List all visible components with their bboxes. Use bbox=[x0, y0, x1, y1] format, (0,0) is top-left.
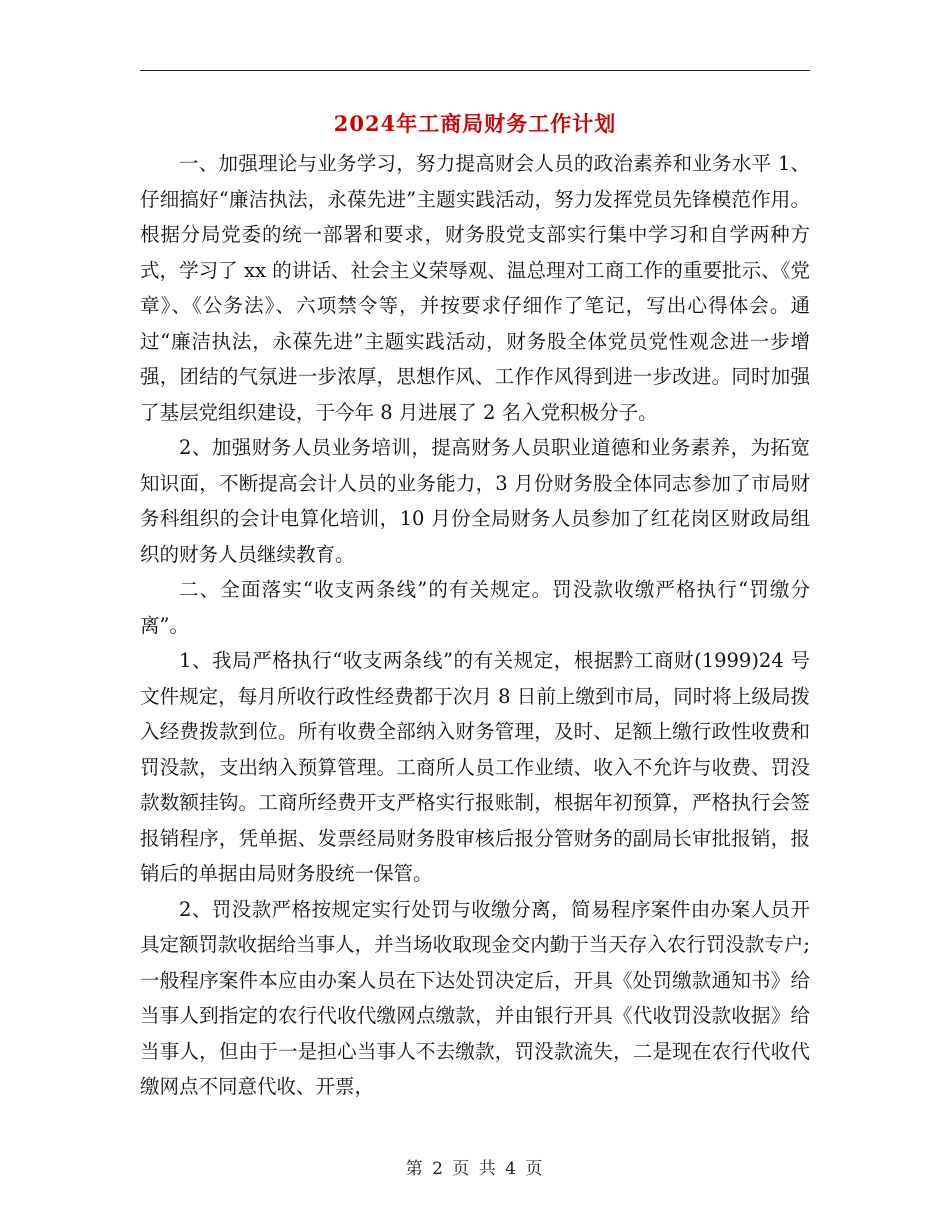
document-body bbox=[140, 146, 810, 1105]
paragraph-2: 2、加强财务人员业务培训，提高财务人员职业道德和业务素养，为拓宽知识面，不断提高会计人员的业务能力，3 月份财务股全体同志参加了市局财务科组织的会计电算化培训，10 月份全局财务人员参加了红花岗区财政局组织的财务人员继续教育。 bbox=[140, 436, 810, 566]
paragraph-5: 2、罚没款严格按规定实行处罚与收缴分离，简易程序案件由办案人员开具定额罚款收据给当事人，并当场收取现金交内勤于当天存入农行罚没款专户;一般程序案件本应由办案人员在下达处罚决定后，开具《处罚缴款通知书》给当事人到指定的农行代收代缴网点缴款，并由银行开具《代收罚没款收据》给当事人，但由于一是担心当事人不去缴款，罚没款流失，二是现在农行代收代缴网点不同意代收、开票， bbox=[140, 897, 810, 1098]
page-number: 第 2 页 共 4 页 bbox=[405, 1159, 545, 1179]
header-rule bbox=[140, 70, 810, 71]
paragraph-1: 一、加强理论与业务学习，努力提高财会人员的政治素养和业务水平 1、仔细搞好“廉洁执法，永葆先进”主题实践活动，努力发挥党员先锋模范作用。根据分局党委的统一部署和要求，财务股党支部实行集中学习和自学两种方式，学习了 xx 的讲话、社会主义荣辱观、温总理对工商工作的重要批示、《党章》、《公务法》、六项禁令等，并按要求仔细作了笔记，写出心得体会。通过“廉洁执法，永葆先进”主题实践活动，财务股全体党员党性观念进一步增强，团结的气氛进一步浓厚，思想作风、工作作风得到进一步改进。同时加强了基层党组织建设，于今年 8 月进展了 2 名入党积极分子。 bbox=[140, 152, 810, 424]
paragraph-4: 1、我局严格执行“收支两条线”的有关规定，根据黔工商财(1999)24 号文件规定，每月所收行政性经费都于次月 8 日前上缴到市局，同时将上级局拨入经费拨款到位。所有收费全部纳入财务管理，及时、足额上缴行政性收费和罚没款，支出纳入预算管理。工商所人员工作业绩、收入不允许与收费、罚没款数额挂钩。工商所经费开支严格实行报账制，根据年初预算，严格执行会签报销程序，凭单据、发票经局财务股审核后报分管财务的副局长审批报销，报销后的单据由局财务股统一保管。 bbox=[140, 649, 810, 885]
document-title: 2024年工商局财务工作计划 bbox=[333, 111, 617, 136]
paragraph-3: 二、全面落实“收支两条线”的有关规定。罚没款收缴严格执行“罚缴分离”。 bbox=[140, 578, 810, 637]
